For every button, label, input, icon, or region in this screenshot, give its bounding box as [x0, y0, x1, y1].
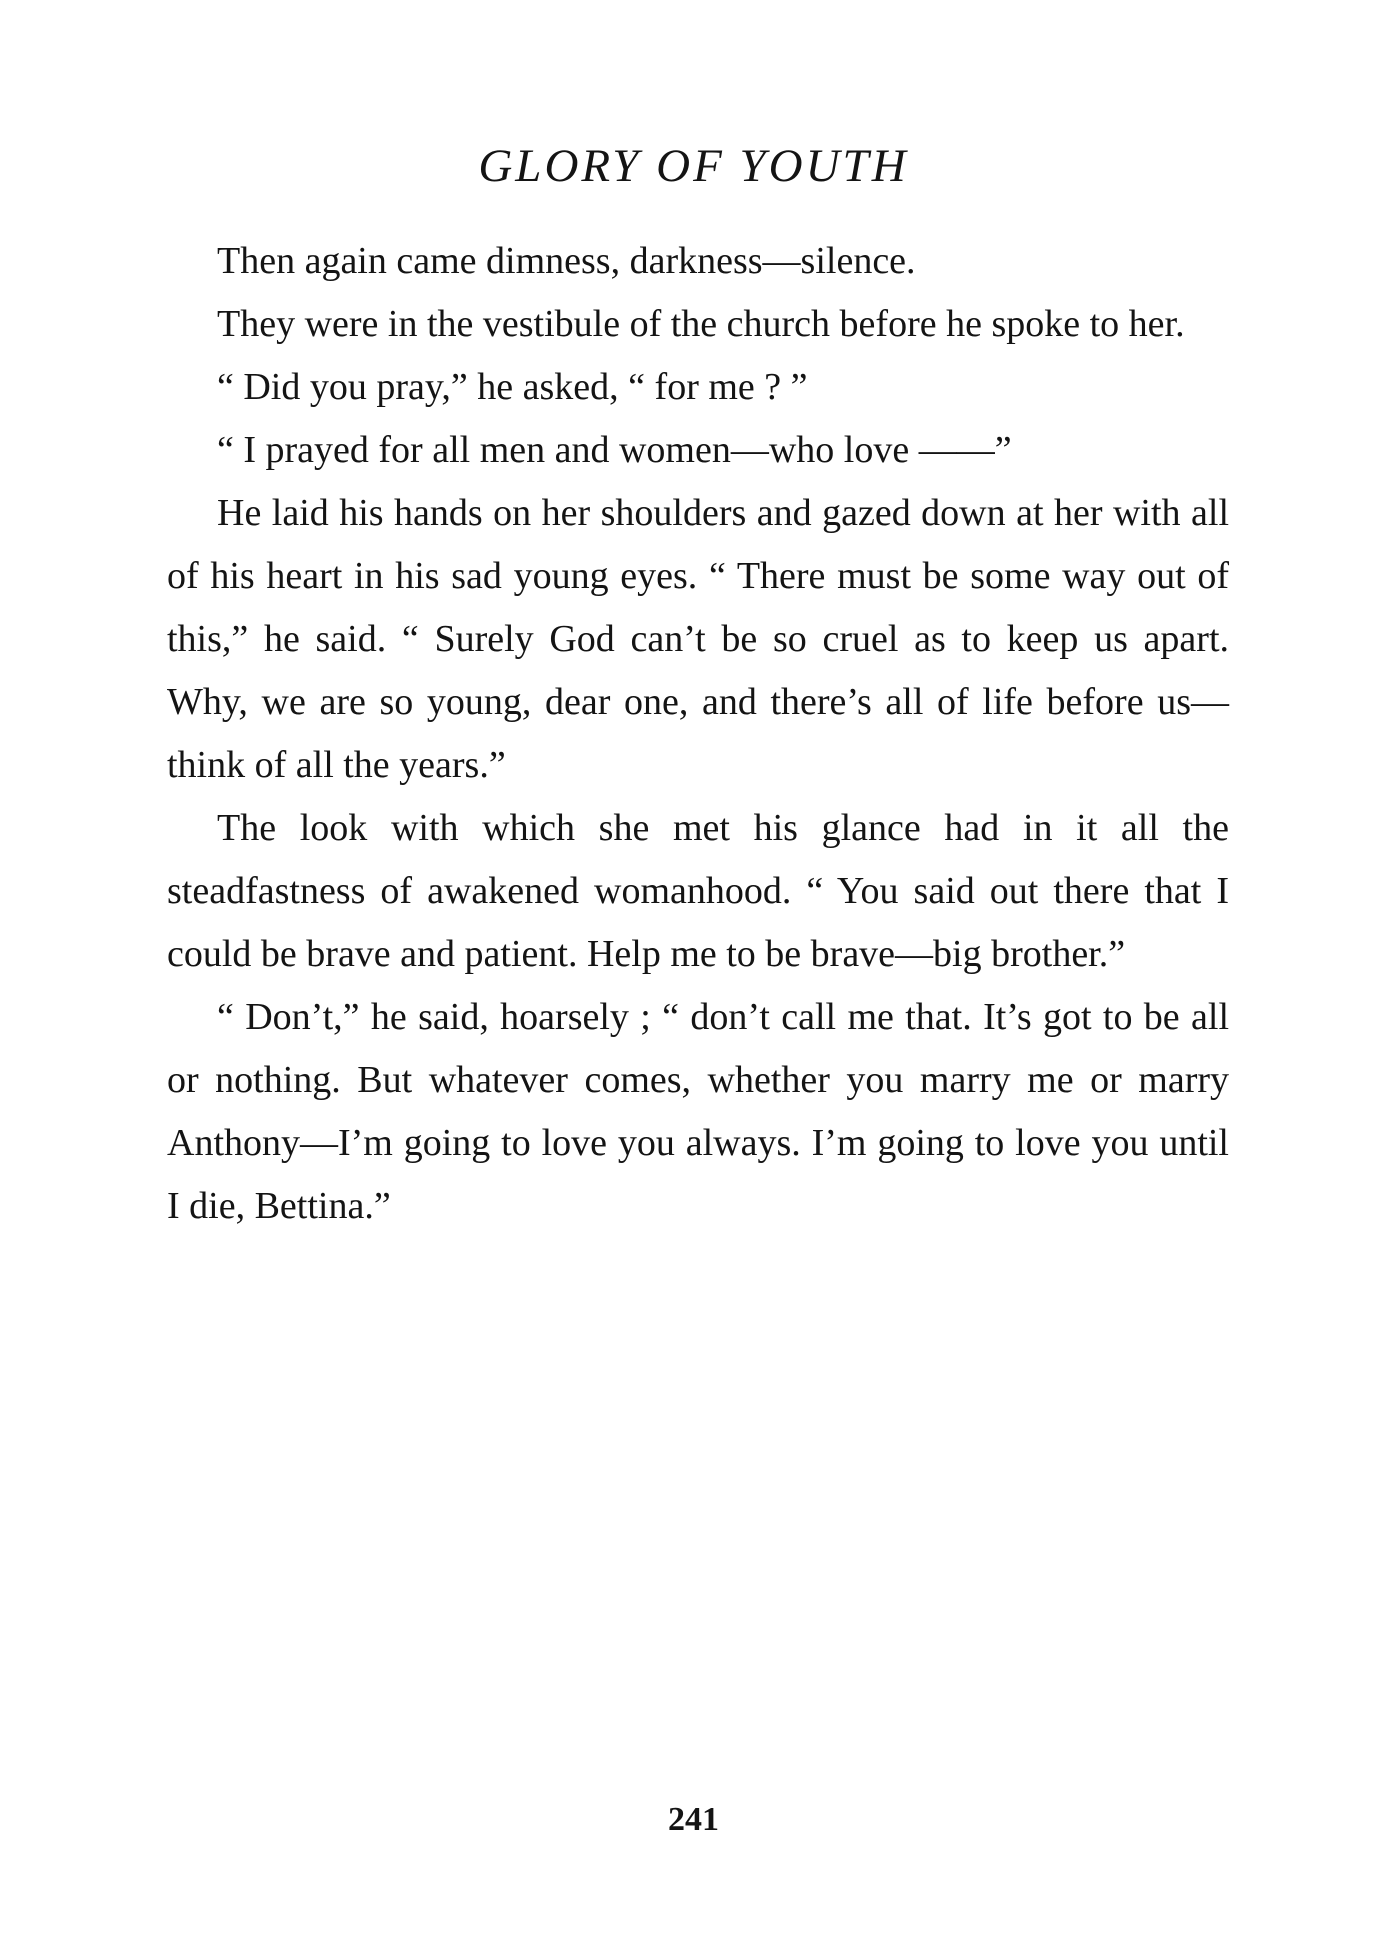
page-number: 241 — [668, 1801, 719, 1838]
paragraph-6: The look with which she met his glance had in it all the steadfastness of awakened womanhood. “ You said out there that I could be brave and patient. Help me to be brave—big brother.” — [167, 807, 1229, 975]
paragraph-7: “ Don’t,” he said, hoarsely ; “ don’t call me that. It’s got to be all or nothing. But whatever comes, whether you marry me or marry Anthony—I’m going to love you always. I’m going to love you until I die, Bettina.” — [167, 996, 1229, 1227]
running-head: GLORY OF YOUTH — [478, 140, 909, 192]
paragraph-1: Then again came dimness, darkness—silence. — [217, 240, 916, 282]
paragraph-3: “ Did you pray,” he asked, “ for me ? ” — [217, 366, 808, 408]
paragraph-4: “ I prayed for all men and women—who love ——” — [217, 429, 1012, 471]
paragraph-5: He laid his hands on her shoulders and gazed down at her with all of his heart in his sad young eyes. “ There must be some way out of this,” he said. “ Surely God can’t be so cruel as to keep us apart. Why, we are so young, dear one, and there’s all of life before us—think of all the years.” — [167, 492, 1229, 786]
body-text — [167, 230, 1229, 1238]
paragraph-2: They were in the vestibule of the church before he spoke to her. — [217, 303, 1185, 345]
